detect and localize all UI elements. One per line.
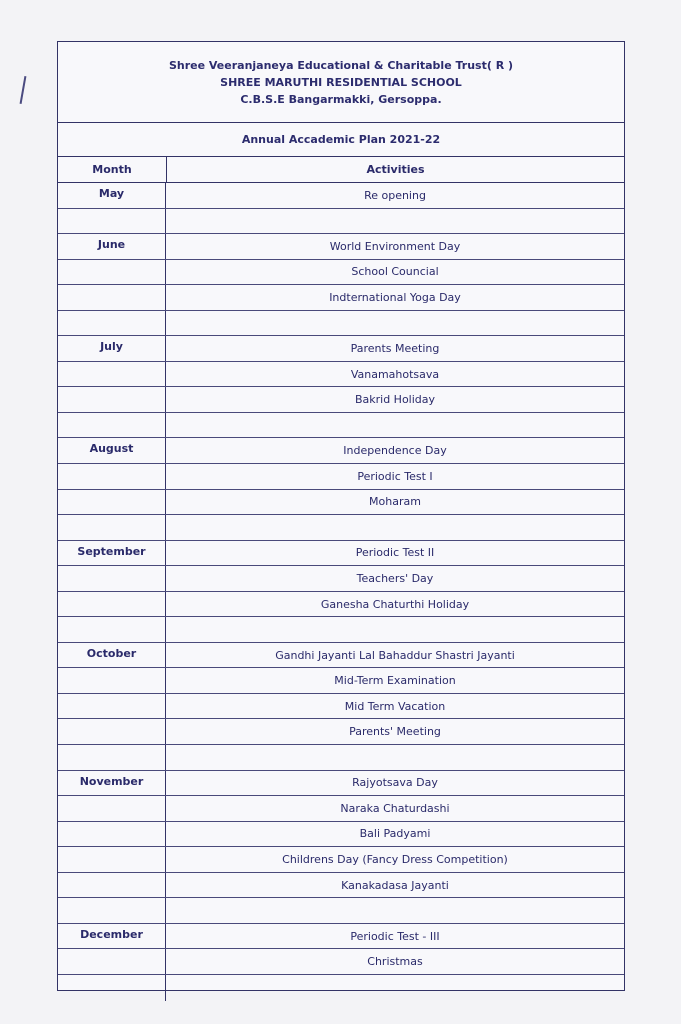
table-row (58, 719, 624, 745)
activity-cell: Rajyotsava Day (352, 776, 438, 790)
plan-table-body (58, 183, 624, 1001)
table-row (58, 643, 624, 669)
activity-cell (166, 311, 624, 336)
month-cell (58, 490, 166, 515)
table-row (58, 745, 624, 771)
plan-title: Annual Accademic Plan 2021-22 (58, 123, 624, 157)
table-row (58, 617, 624, 643)
month-cell (58, 592, 166, 617)
month-cell (58, 822, 166, 847)
table-row (58, 975, 624, 1001)
month-cell (58, 668, 166, 693)
month-cell (58, 796, 166, 821)
table-row (58, 234, 624, 260)
month-cell (58, 898, 166, 923)
table-row (58, 490, 624, 516)
table-row (58, 668, 624, 694)
activity-cell: School Councial (351, 265, 439, 279)
month-cell (58, 719, 166, 744)
month-cell: October (58, 643, 166, 668)
month-cell (58, 362, 166, 387)
month-cell: June (58, 234, 166, 259)
table-row (58, 209, 624, 235)
activity-cell: Christmas (367, 955, 423, 969)
table-row (58, 694, 624, 720)
table-row (58, 336, 624, 362)
month-cell: August (58, 438, 166, 463)
activity-cell: Indternational Yoga Day (329, 290, 461, 304)
month-cell (58, 566, 166, 591)
table-row (58, 592, 624, 618)
month-cell (58, 260, 166, 285)
table-row (58, 285, 624, 311)
table-header (58, 157, 624, 183)
table-row (58, 387, 624, 413)
table-row (58, 438, 624, 464)
activity-cell: Naraka Chaturdashi (340, 801, 450, 815)
table-row (58, 515, 624, 541)
activity-cell: Bali Padyami (359, 827, 431, 841)
activity-cell: Parents Meeting (350, 342, 440, 356)
activity-cell (166, 413, 624, 438)
school-name: SHREE MARUTHI RESIDENTIAL SCHOOL (220, 75, 462, 89)
table-row (58, 260, 624, 286)
activity-cell: Periodic Test - III (350, 929, 440, 943)
month-cell: May (58, 183, 166, 208)
table-row (58, 464, 624, 490)
table-row (58, 183, 624, 209)
table-row (58, 541, 624, 567)
month-cell (58, 949, 166, 974)
activity-cell: Bakrid Holiday (354, 393, 436, 407)
month-cell: November (58, 771, 166, 796)
table-row (58, 873, 624, 899)
activity-cell: Gandhi Jayanti Lal Bahaddur Shastri Jayanti (275, 648, 515, 662)
school-header (58, 42, 624, 123)
activity-cell: Mid Term Vacation (344, 699, 446, 713)
table-row (58, 949, 624, 975)
month-cell (58, 311, 166, 336)
table-row (58, 796, 624, 822)
activity-cell: Mid-Term Examination (334, 674, 456, 688)
table-row (58, 413, 624, 439)
table-row (58, 822, 624, 848)
activity-cell: Vanamahotsava (350, 367, 440, 381)
trust-name: Shree Veeranjaneya Educational & Charitable Trust( R ) (168, 58, 514, 72)
table-row (58, 771, 624, 797)
activity-cell (166, 209, 624, 234)
month-cell (58, 617, 166, 642)
month-cell (58, 694, 166, 719)
table-row (58, 566, 624, 592)
activity-cell: Periodic Test II (355, 546, 435, 560)
activity-cell: Parents' Meeting (349, 725, 441, 739)
table-row (58, 924, 624, 950)
month-cell (58, 387, 166, 412)
table-row (58, 362, 624, 388)
month-cell (58, 285, 166, 310)
month-cell (58, 847, 166, 872)
month-cell (58, 413, 166, 438)
activity-cell: Childrens Day (Fancy Dress Competition) (282, 852, 508, 866)
month-cell (58, 745, 166, 770)
month-column-header: Month (58, 157, 167, 182)
activity-cell (166, 617, 624, 642)
school-location: C.B.S.E Bangarmakki, Gersoppa. (240, 92, 442, 106)
month-cell: July (58, 336, 166, 361)
activity-cell: Periodic Test I (357, 469, 433, 483)
activity-cell: World Environment Day (329, 239, 461, 253)
activity-cell: Moharam (369, 495, 421, 509)
activity-cell (166, 745, 624, 770)
activity-cell (166, 975, 624, 1001)
month-cell (58, 873, 166, 898)
activity-cell (166, 898, 624, 923)
month-cell (58, 464, 166, 489)
month-cell (58, 209, 166, 234)
month-cell (58, 515, 166, 540)
month-cell: September (58, 541, 166, 566)
month-cell (58, 975, 166, 1001)
activity-cell: Teachers' Day (356, 571, 434, 585)
academic-plan-sheet (57, 41, 625, 991)
activities-column-header: Activities (366, 163, 425, 176)
month-cell: December (58, 924, 166, 949)
activity-cell: Ganesha Chaturthi Holiday (320, 597, 470, 611)
activity-cell: Re opening (364, 188, 426, 202)
activity-cell: Independence Day (343, 444, 447, 458)
pen-mark (20, 76, 27, 104)
activity-cell (166, 515, 624, 540)
table-row (58, 311, 624, 337)
activity-cell: Kanakadasa Jayanti (341, 878, 449, 892)
table-row (58, 898, 624, 924)
table-row (58, 847, 624, 873)
